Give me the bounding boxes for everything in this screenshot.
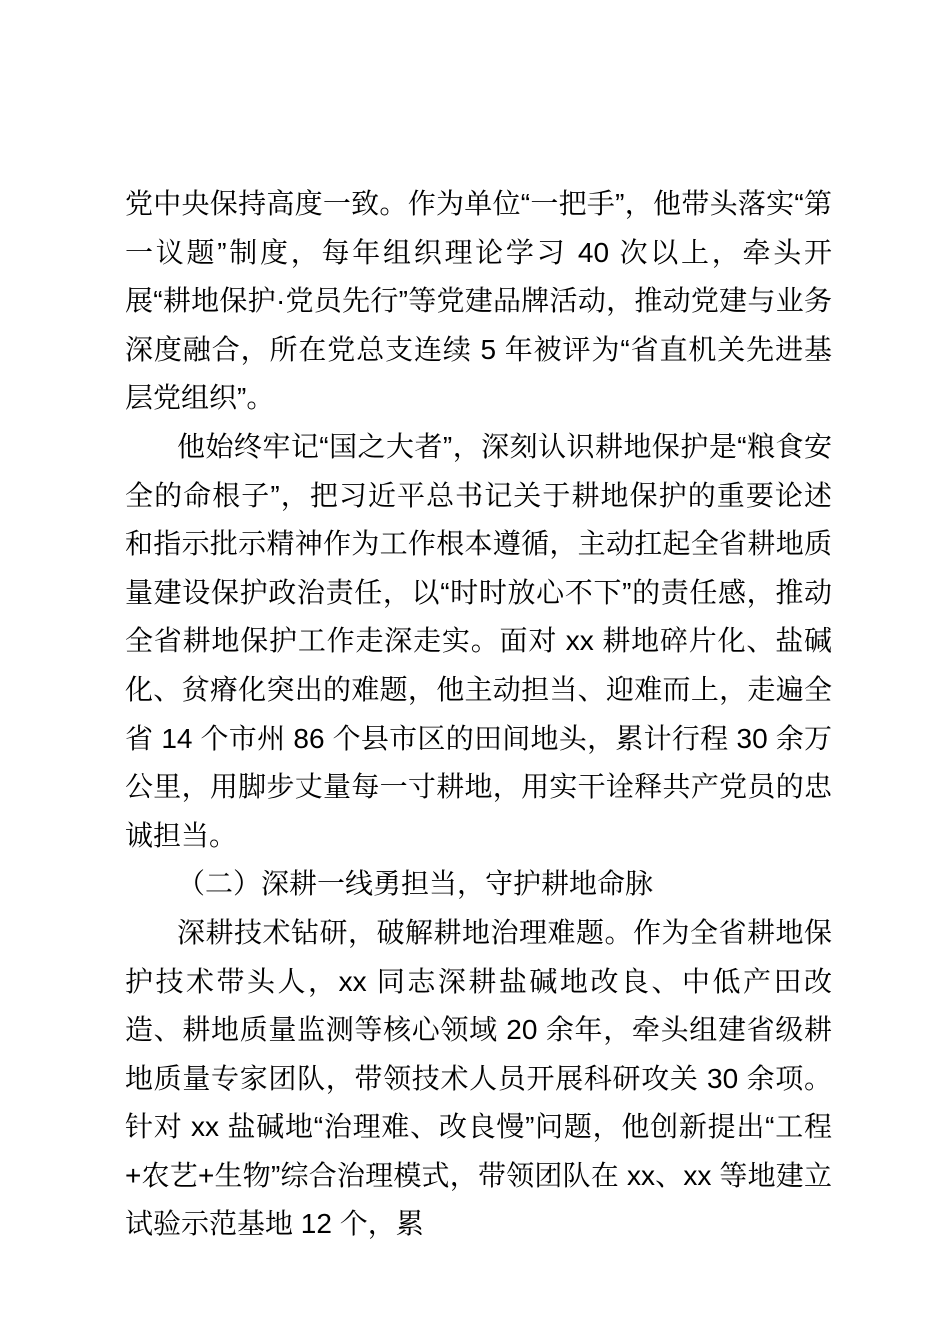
body-paragraph-continuation: 党中央保持高度一致。作为单位“一把手”，他带头落实“第一议题”制度，每年组织理论学习 40 次以上，牵头开展“耕地保护·党员先行”等党建品牌活动，推动党建与业务深度融合，所在党总支连续 5 年被评为“省直机关先进基层党组织”。 [125, 188, 832, 414]
text-body [125, 180, 832, 1249]
section-heading: （二）深耕一线勇担当，守护耕地命脉 [177, 868, 654, 900]
body-paragraph: 他始终牢记“国之大者”，深刻认识耕地保护是“粮食安全的命根子”，把习近平总书记关于耕地保护的重要论述和指示批示精神作为工作根本遵循，主动扛起全省耕地质量建设保护政治责任，以“时时放心不下”的责任感，推动全省耕地保护工作走深走实。面对 xx 耕地碎片化、盐碱化、贫瘠化突出的难题，他主动担当、迎难而上，走遍全省 14 个市州 86 个县市区的田间地头，累计行程 30 余万公里，用脚步丈量每一寸耕地，用实干诠释共产党员的忠诚担当。 [125, 430, 832, 851]
body-paragraph: 深耕技术钻研，破解耕地治理难题。作为全省耕地保护技术带头人，xx 同志深耕盐碱地改良、中低产田改造、耕地质量监测等核心领域 20 余年，牵头组建省级耕地质量专家团队，带领技术人员开展科研攻关 30 余项。针对 xx 盐碱地“治理难、改良慢”问题，他创新提出“工程+农艺+生物”综合治理模式，带领团队在 xx、xx 等地建立试验示范基地 12 个，累 [125, 916, 832, 1240]
